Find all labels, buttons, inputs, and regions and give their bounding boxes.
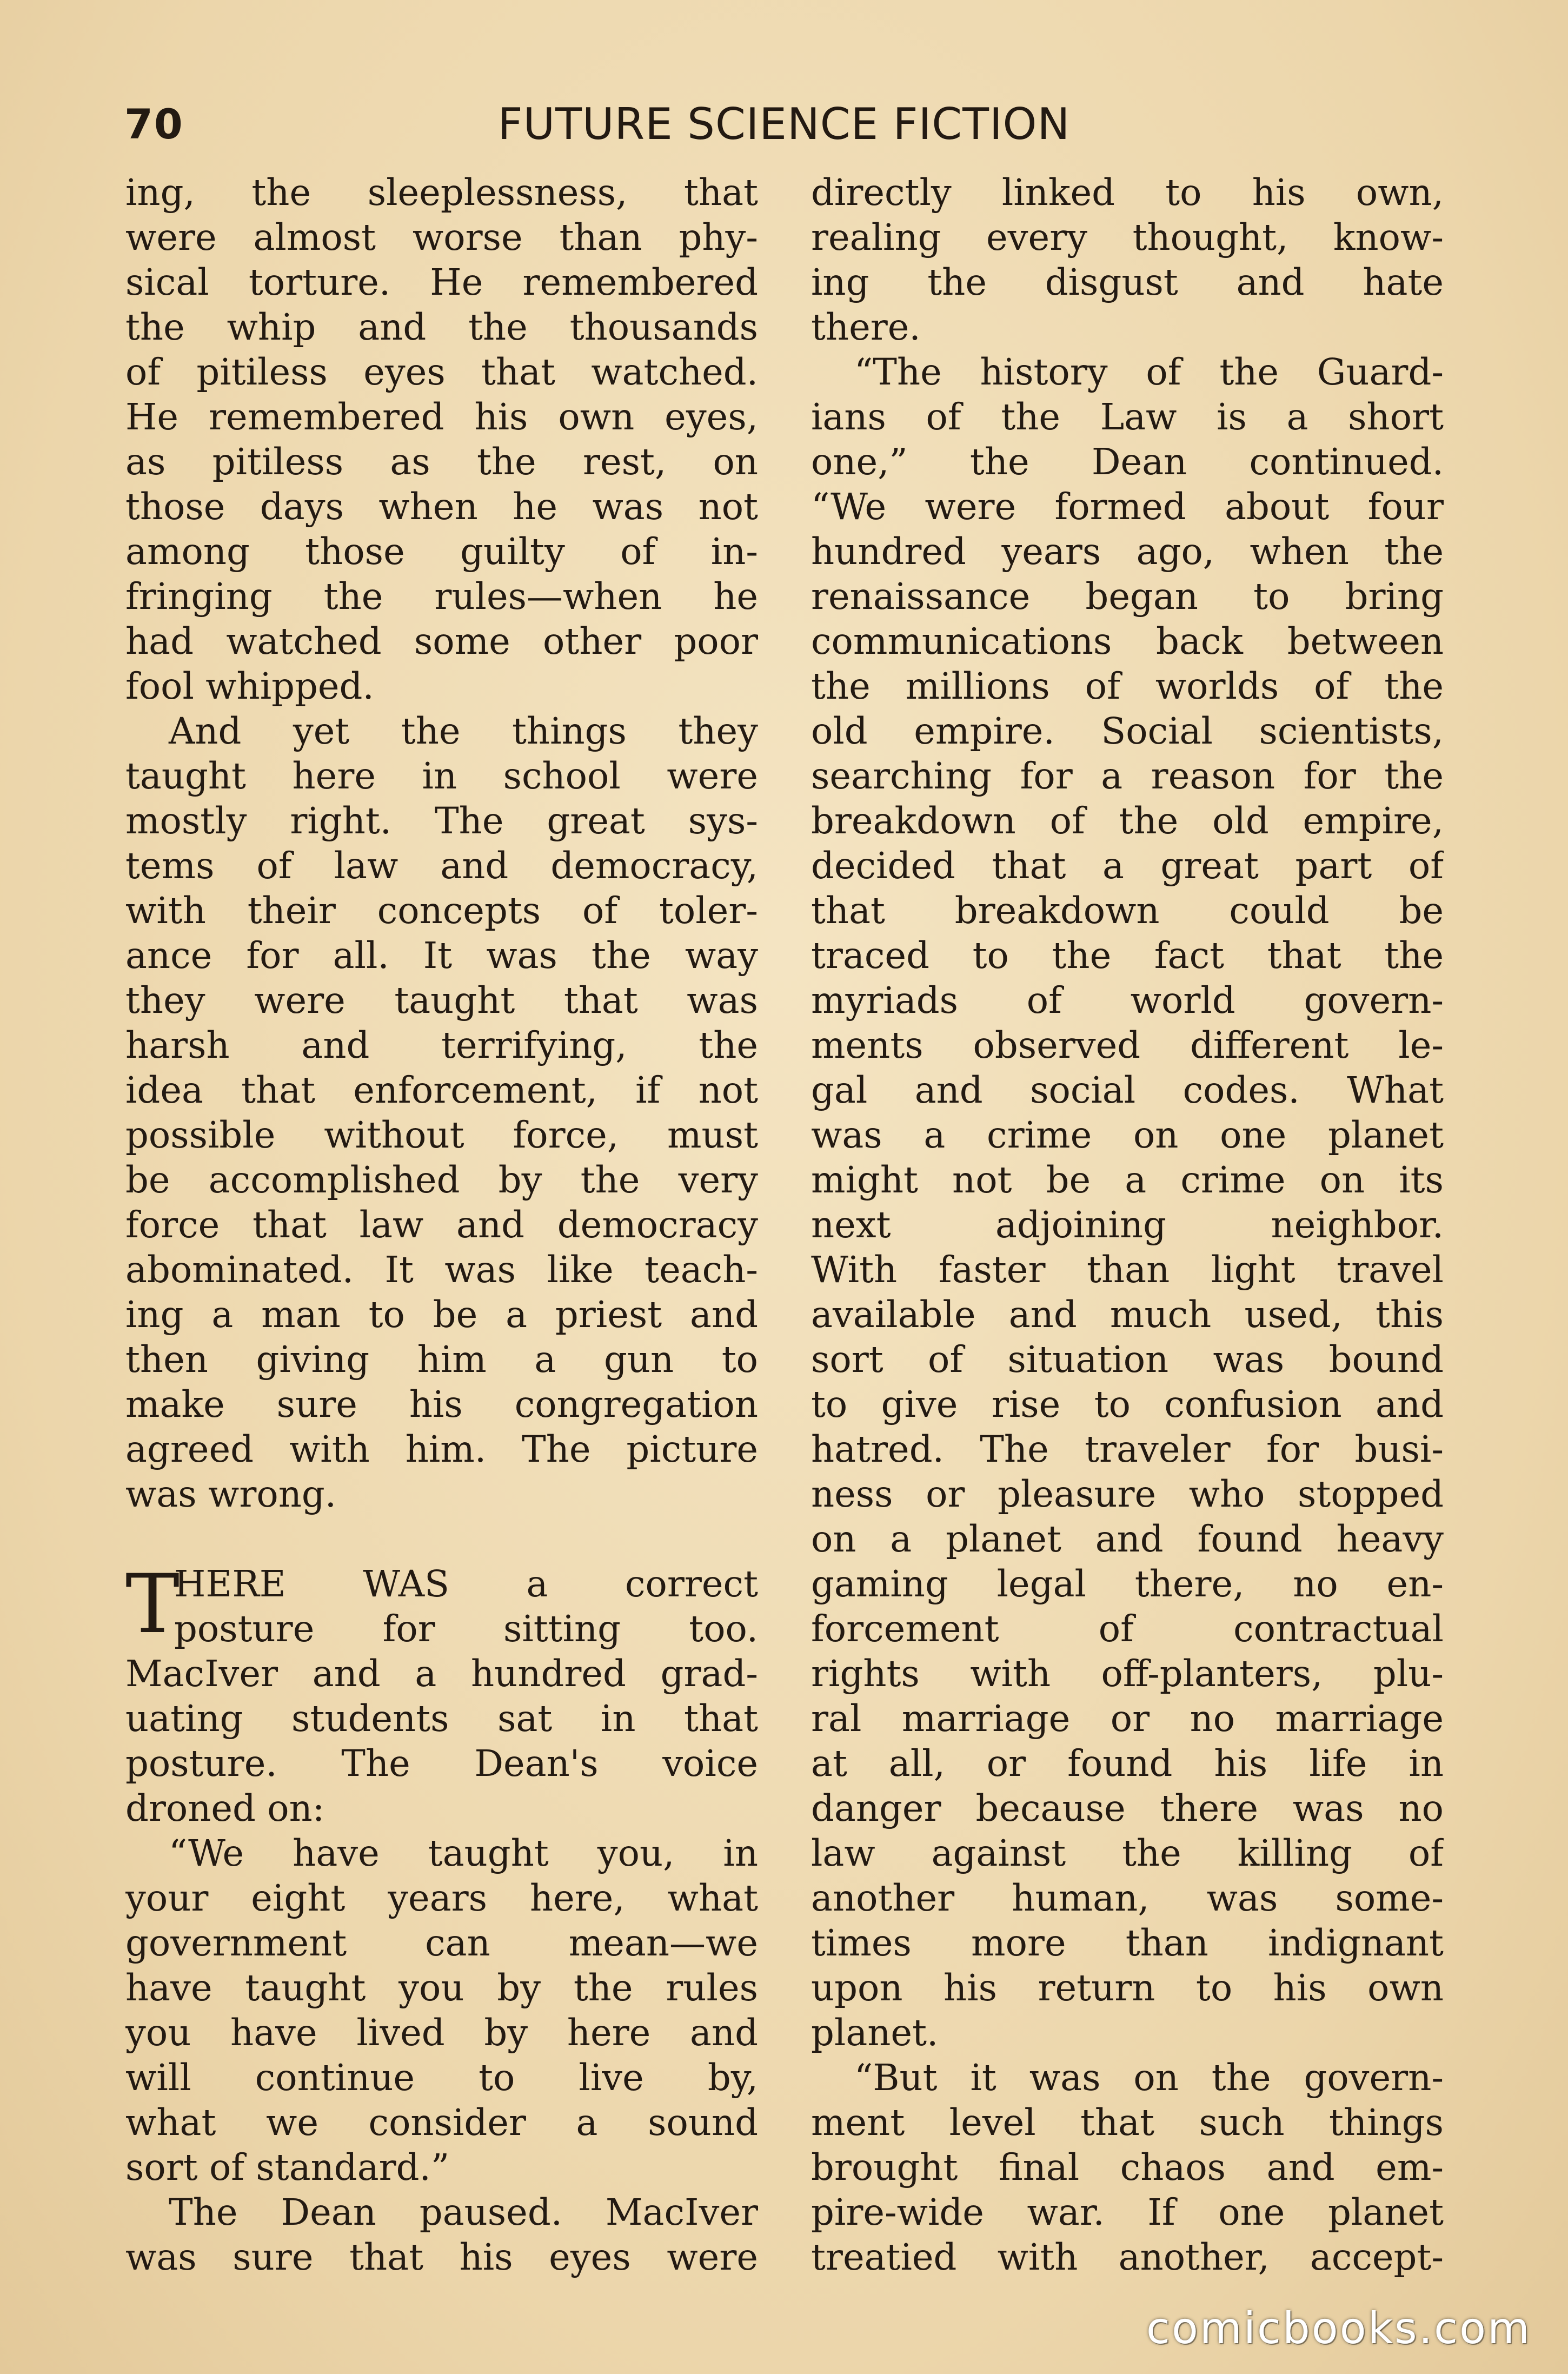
text-line: breakdown of the old empire, bbox=[811, 800, 1444, 842]
text-line: you have lived by here and bbox=[125, 2012, 758, 2054]
text-line: “But it was on the govern- bbox=[854, 2057, 1444, 2099]
text-line: they were taught that was bbox=[125, 979, 758, 1022]
text-line: brought final chaos and em- bbox=[811, 2146, 1444, 2189]
text-line: ing, the sleeplessness, that bbox=[125, 171, 758, 214]
text-line: times more than indignant bbox=[811, 1922, 1444, 1964]
text-line: ness or pleasure who stopped bbox=[811, 1473, 1444, 1515]
text-line: realing every thought, know- bbox=[811, 216, 1444, 258]
text-line: have taught you by the rules bbox=[125, 1967, 758, 2009]
text-line: the millions of worlds of the bbox=[811, 665, 1444, 707]
text-line: fringing the rules—when he bbox=[125, 575, 758, 618]
text-line: might not be a crime on its bbox=[811, 1159, 1444, 1201]
text-line: was wrong. bbox=[125, 1473, 337, 1515]
text-line: MacIver and a hundred grad- bbox=[125, 1653, 758, 1695]
text-line: law against the killing of bbox=[811, 1832, 1444, 1874]
text-line: agreed with him. The picture bbox=[125, 1428, 758, 1470]
text-line: With faster than light travel bbox=[811, 1249, 1444, 1291]
page-header bbox=[124, 95, 1449, 154]
text-line: treatied with another, accept- bbox=[811, 2236, 1444, 2278]
text-line: ral marriage or no marriage bbox=[811, 1697, 1444, 1740]
text-line: ments observed different le- bbox=[811, 1024, 1444, 1066]
text-line: next adjoining neighbor. bbox=[811, 1204, 1444, 1246]
text-line: what we consider a sound bbox=[125, 2101, 758, 2144]
text-line: possible without force, must bbox=[125, 1114, 758, 1156]
text-line: available and much used, this bbox=[811, 1294, 1444, 1336]
text-line: make sure his congregation bbox=[125, 1383, 758, 1425]
text-line: your eight years here, what bbox=[125, 1877, 758, 1919]
text-line: pire-wide war. If one planet bbox=[811, 2191, 1444, 2233]
text-line: abominated. It was like teach- bbox=[125, 1249, 758, 1291]
text-line: will continue to live by, bbox=[125, 2057, 758, 2099]
text-line: droned on: bbox=[125, 1787, 325, 1829]
text-line: And yet the things they bbox=[169, 710, 758, 752]
right-column bbox=[811, 170, 1444, 2280]
text-line: fool whipped. bbox=[125, 665, 374, 707]
text-line: directly linked to his own, bbox=[811, 171, 1444, 214]
section-opening bbox=[125, 1557, 758, 1652]
text-line: “We have taught you, in bbox=[169, 1832, 758, 1874]
text-line: gal and social codes. What bbox=[811, 1069, 1444, 1111]
text-line: on a planet and found heavy bbox=[811, 1518, 1444, 1560]
text-line: He remembered his own eyes, bbox=[125, 396, 758, 438]
text-line: as pitiless as the rest, on bbox=[125, 441, 758, 483]
text-line: myriads of world govern- bbox=[811, 979, 1444, 1022]
text-line: one,” the Dean continued. bbox=[811, 441, 1444, 483]
text-line: sort of situation was bound bbox=[811, 1338, 1444, 1381]
text-line: sical torture. He remembered bbox=[125, 261, 758, 303]
text-line: that breakdown could be bbox=[811, 890, 1444, 932]
text-line: of pitiless eyes that watched. bbox=[125, 351, 758, 393]
text-line: then giving him a gun to bbox=[125, 1338, 758, 1381]
left-column bbox=[125, 170, 758, 2280]
text-line: with their concepts of toler- bbox=[125, 890, 758, 932]
watermark: comicbooks.com bbox=[1146, 2303, 1531, 2353]
text-line: the whip and the thousands bbox=[125, 306, 758, 348]
page-number: 70 bbox=[124, 100, 184, 148]
text-line: taught here in school were bbox=[125, 755, 758, 797]
text-line: hatred. The traveler for busi- bbox=[811, 1428, 1444, 1470]
text-line: gaming legal there, no en- bbox=[811, 1563, 1444, 1605]
text-line: ance for all. It was the way bbox=[125, 934, 758, 977]
text-line: ians of the Law is a short bbox=[811, 396, 1444, 438]
text-line: force that law and democracy bbox=[125, 1204, 758, 1246]
text-line: ment level that such things bbox=[811, 2101, 1444, 2144]
text-line: to give rise to confusion and bbox=[811, 1383, 1444, 1425]
text-line: hundred years ago, when the bbox=[811, 530, 1444, 573]
text-line: those days when he was not bbox=[125, 486, 758, 528]
text-line: had watched some other poor bbox=[125, 620, 758, 662]
text-line: decided that a great part of bbox=[811, 845, 1444, 887]
running-head: FUTURE SCIENCE FICTION bbox=[497, 99, 1071, 149]
text-line: another human, was some- bbox=[811, 1877, 1444, 1919]
text-line: “We were formed about four bbox=[811, 486, 1444, 528]
text-line: at all, or found his life in bbox=[811, 1742, 1444, 1785]
text-line: communications back between bbox=[811, 620, 1444, 662]
section-break bbox=[125, 1517, 758, 1562]
text-line: were almost worse than phy- bbox=[125, 216, 758, 258]
text-line: mostly right. The great sys- bbox=[125, 800, 758, 842]
text-line: traced to the fact that the bbox=[811, 934, 1444, 977]
text-line: forcement of contractual bbox=[811, 1608, 1444, 1650]
text-line: danger because there was no bbox=[811, 1787, 1444, 1829]
text-line: ing the disgust and hate bbox=[811, 261, 1444, 303]
text-line: searching for a reason for the bbox=[811, 755, 1444, 797]
text-line: planet. bbox=[811, 2012, 939, 2054]
text-line: renaissance began to bring bbox=[811, 575, 1444, 618]
text-line: rights with off-planters, plu- bbox=[811, 1653, 1444, 1695]
drop-cap: T bbox=[125, 1557, 180, 1652]
text-line: be accomplished by the very bbox=[125, 1159, 758, 1201]
text-line: idea that enforcement, if not bbox=[125, 1069, 758, 1111]
text-line: ing a man to be a priest and bbox=[125, 1294, 758, 1336]
text-line: harsh and terrifying, the bbox=[125, 1024, 758, 1066]
text-line: posture. The Dean's voice bbox=[125, 1742, 758, 1785]
text-line: “The history of the Guard- bbox=[854, 351, 1444, 393]
text-line: tems of law and democracy, bbox=[125, 845, 758, 887]
text-line: old empire. Social scientists, bbox=[811, 710, 1444, 752]
text-line: was a crime on one planet bbox=[811, 1114, 1444, 1156]
text-line: government can mean—we bbox=[125, 1922, 758, 1964]
text-line: posture for sitting too. bbox=[174, 1608, 758, 1650]
text-line: there. bbox=[811, 306, 921, 348]
text-line: The Dean paused. MacIver bbox=[169, 2191, 758, 2233]
text-line: upon his return to his own bbox=[811, 1967, 1444, 2009]
text-line: HERE WAS a correct bbox=[174, 1563, 758, 1605]
text-line: was sure that his eyes were bbox=[125, 2236, 758, 2278]
text-line: uating students sat in that bbox=[125, 1697, 758, 1740]
text-line: sort of standard.” bbox=[125, 2146, 450, 2189]
text-line: among those guilty of in- bbox=[125, 530, 758, 573]
